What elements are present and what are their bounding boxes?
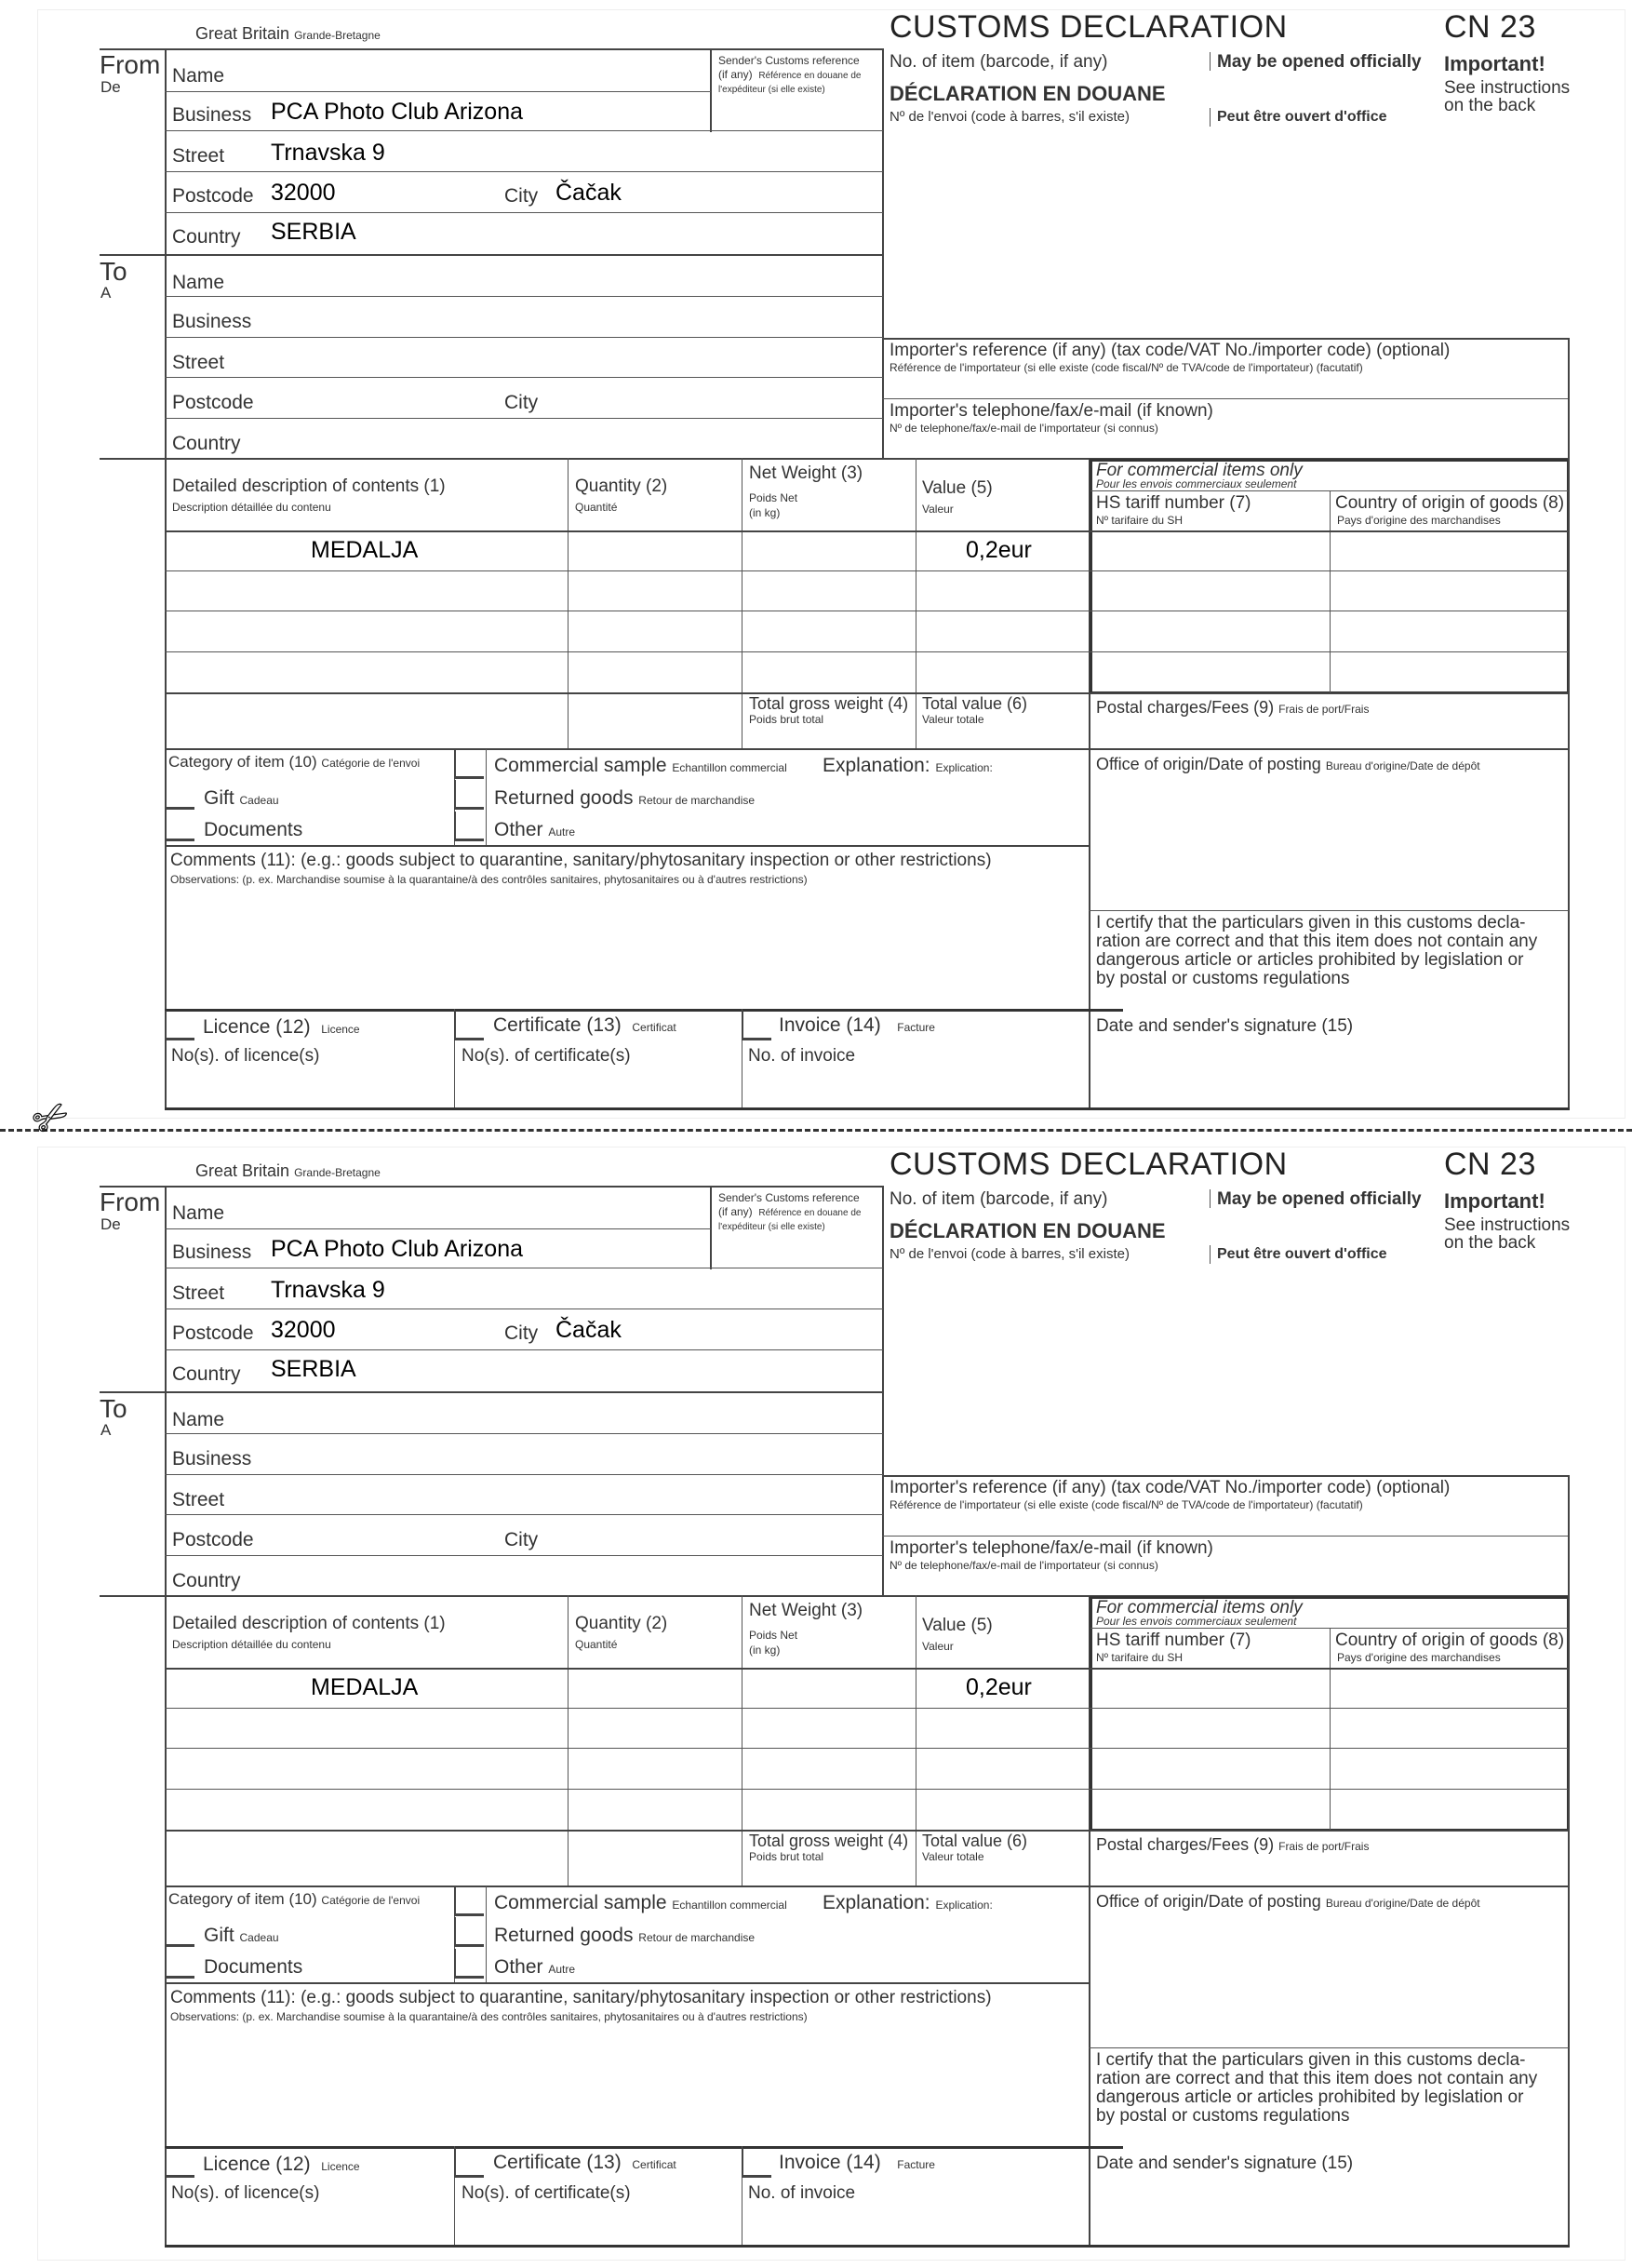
grid-line (1210, 52, 1211, 71)
origin-col-header: Country of origin of goods (8) (1335, 493, 1565, 513)
to-business-label: Business (172, 311, 252, 332)
weight-col-header-fr: Poids Net (749, 491, 798, 504)
grid-line (1090, 1596, 1092, 1831)
may-open-label-fr: Peut être ouvert d'office (1217, 1246, 1387, 1262)
licence-label: Licence (12) Licence (203, 2154, 360, 2175)
from-label-fr: De (100, 1215, 121, 1233)
licence-no-field[interactable]: No(s). of licence(s) (171, 2183, 320, 2203)
grid-line (165, 1107, 1570, 1110)
customs-declaration-copy-1 (0, 0, 1632, 1117)
gift-label: Gift Cadeau (204, 1925, 279, 1946)
other-label: Other Autre (494, 819, 576, 840)
from-name-label: Name (172, 1202, 225, 1224)
from-street-field[interactable]: Trnavska 9 (271, 1277, 385, 1303)
total-value-label-fr: Valeur totale (922, 1850, 984, 1863)
comments-label-fr: Observations: (p. ex. Marchandise soumise à la quarantaine/à des contrôles sanitaires, phytosanitaires ou à d'autres restrictions) (170, 873, 808, 886)
certificate-no-field[interactable]: No(s). of certificate(s) (462, 2183, 631, 2203)
from-business-label: Business (172, 104, 252, 126)
desc-col-header-fr: Description détaillée du contenu (172, 501, 331, 514)
grid-line (165, 530, 1568, 532)
form-title: CUSTOMS DECLARATION (890, 9, 1288, 45)
from-city-label: City (504, 185, 539, 207)
importer-tel-label: Importer's telephone/fax/e-mail (if known) (890, 401, 1213, 421)
office-origin-label: Office of origin/Date of posting Bureau d'origine/Date de dépôt (1096, 755, 1480, 773)
grid-line (165, 337, 883, 338)
grid-line (1568, 458, 1570, 1109)
country-header: Great Britain Grande-Bretagne (195, 24, 381, 43)
to-label-fr: A (100, 284, 112, 302)
comments-label: Comments (11): (e.g.: goods subject to quarantine, sanitary/phytosanitary inspection or other restrictions) (170, 1988, 992, 2007)
grid-line (165, 418, 883, 419)
to-business-label: Business (172, 1448, 252, 1470)
weight-unit: (in kg) (749, 1644, 781, 1657)
title-fr: DÉCLARATION EN DOUANE (890, 1219, 1166, 1242)
invoice-label: Invoice (14) Facture (779, 1014, 935, 1036)
to-postcode-label: Postcode (172, 392, 254, 413)
other-checkbox[interactable] (454, 812, 484, 841)
importer-ref-label-fr: Référence de l'importateur (si elle existe (code fiscal/Nº de TVA/code de l'importateur) (facutatif) (890, 1498, 1363, 1511)
explanation-label: Explanation: Explication: (823, 755, 993, 776)
may-open-label: May be opened officially (1217, 52, 1422, 72)
to-country-label: Country (172, 1570, 241, 1591)
invoice-label: Invoice (14) Facture (779, 2152, 935, 2173)
invoice-no-field[interactable]: No. of invoice (748, 1046, 856, 1066)
grid-line (486, 749, 487, 847)
instructions-label: See instructions (1444, 1215, 1571, 1235)
grid-line (100, 254, 884, 256)
from-postcode-field[interactable]: 32000 (271, 1317, 336, 1343)
signature-field[interactable]: Date and sender's signature (15) (1096, 1016, 1354, 1036)
country-header: Great Britain Grande-Bretagne (195, 1161, 381, 1180)
to-postcode-label: Postcode (172, 1529, 254, 1550)
grid-line (1090, 459, 1092, 693)
grid-line (1330, 490, 1331, 692)
grid-line (882, 338, 1569, 340)
importer-tel-label-fr: Nº de telephone/fax/e-mail de l'importateur (si connus) (890, 422, 1158, 435)
importer-ref-label: Importer's reference (if any) (tax code/VAT No./importer code) (optional) (890, 1478, 1451, 1497)
instructions-label: See instructions (1444, 78, 1571, 98)
total-value-label: Total value (6) (922, 1832, 1028, 1850)
to-name-label: Name (172, 272, 225, 293)
certify-text: I certify that the particulars given in this customs decla- ration are correct and that this item does not contain any dangerous article or articles prohibited by legislation or by postal or customs regulations (1096, 913, 1538, 988)
instructions-label-2: on the back (1444, 1233, 1536, 1253)
grid-line (100, 1391, 884, 1393)
grid-line (1089, 2047, 1569, 2048)
to-street-label: Street (172, 352, 225, 373)
grid-line (882, 1475, 1569, 1477)
hs-col-header: HS tariff number (7) (1096, 493, 1251, 513)
grid-line (486, 1886, 487, 1984)
to-city-label: City (504, 392, 539, 413)
form-code: CN 23 (1444, 1147, 1536, 1182)
grid-line (568, 458, 569, 749)
importer-ref-label: Importer's reference (if any) (tax code/VAT No./importer code) (optional) (890, 341, 1451, 360)
returned-goods-checkbox[interactable] (454, 1917, 484, 1947)
customs-declaration-copy-2 (0, 1137, 1632, 2254)
important-label: Important! (1444, 1189, 1545, 1213)
may-open-label-fr: Peut être ouvert d'office (1217, 109, 1387, 125)
from-label-fr: De (100, 78, 121, 96)
postal-charges-label: Postal charges/Fees (9) Frais de port/Frais (1096, 698, 1370, 717)
grid-line (165, 570, 1568, 571)
total-weight-label-fr: Poids brut total (749, 713, 824, 726)
weight-col-header: Net Weight (3) (749, 1601, 863, 1620)
grid-line (165, 748, 1568, 750)
grid-line (165, 1708, 1568, 1709)
commercial-only-label: For commercial items only (1096, 461, 1303, 480)
commercial-sample-checkbox[interactable] (454, 1886, 484, 1916)
other-label: Other Autre (494, 1956, 576, 1978)
commercial-only-label-fr: Pour les envois commerciaux seulement (1096, 1615, 1297, 1628)
qty-col-header: Quantity (2) (575, 1614, 668, 1633)
grid-line (165, 1349, 883, 1350)
explanation-label: Explanation: Explication: (823, 1892, 993, 1913)
value-col-header-fr: Valeur (922, 1640, 954, 1653)
documents-label: Documents (204, 819, 303, 840)
sender-ref-label: Sender's Customs reference (if any) Référence en douane de l'expéditeur (si elle existe) (718, 1191, 862, 1232)
grid-line (1568, 1475, 1570, 1596)
from-street-label: Street (172, 145, 225, 167)
value-col-header: Value (5) (922, 1616, 993, 1635)
to-name-label: Name (172, 1409, 225, 1430)
grid-line (882, 48, 884, 458)
grid-line (165, 1886, 1568, 1887)
commercial-sample-checkbox[interactable] (454, 749, 484, 779)
licence-no-field[interactable]: No(s). of licence(s) (171, 1046, 320, 1066)
grid-line (165, 1668, 1568, 1670)
from-postcode-field[interactable]: 32000 (271, 180, 336, 206)
to-label: To (100, 1394, 127, 1423)
hs-col-header-fr: Nº tarifaire du SH (1096, 514, 1184, 527)
certificate-no-field[interactable]: No(s). of certificate(s) (462, 1046, 631, 1066)
documents-checkbox[interactable] (165, 1949, 194, 1979)
cut-line (0, 1129, 1632, 1132)
from-business-label: Business (172, 1241, 252, 1263)
total-value-label: Total value (6) (922, 694, 1028, 713)
commercial-only-label: For commercial items only (1096, 1598, 1303, 1617)
may-open-label: May be opened officially (1217, 1189, 1422, 1209)
grid-line (165, 296, 883, 297)
grid-line (165, 91, 711, 92)
origin-col-header-fr: Pays d'origine des marchandises (1337, 1651, 1501, 1664)
instructions-label-2: on the back (1444, 96, 1536, 115)
gift-checkbox[interactable] (165, 1917, 194, 1947)
certify-text: I certify that the particulars given in this customs decla- ration are correct and that this item does not contain any dangerous article or articles prohibited by legislation or by postal or customs regulations (1096, 2050, 1538, 2126)
gift-label: Gift Cadeau (204, 787, 279, 809)
item-no-label: No. of item (barcode, if any) (890, 52, 1108, 72)
from-name-label: Name (172, 65, 225, 87)
certificate-checkbox[interactable] (454, 2148, 484, 2178)
grid-line (882, 1186, 884, 1595)
grid-line (568, 1595, 569, 1886)
comments-label: Comments (11): (e.g.: goods subject to quarantine, sanitary/phytosanitary inspection or other restrictions) (170, 851, 992, 870)
scissors-icon: ✄ (24, 1090, 77, 1147)
from-city-field[interactable]: Čačak (555, 180, 622, 206)
comments-label-fr: Observations: (p. ex. Marchandise soumise à la quarantaine/à des contrôles sanitaires, phytosanitaires ou à d'autres restrictions) (170, 2010, 808, 2023)
from-label: From (100, 50, 161, 79)
importer-tel-label-fr: Nº de telephone/fax/e-mail de l'importateur (si connus) (890, 1559, 1158, 1572)
gift-checkbox[interactable] (165, 780, 194, 810)
grid-line (165, 2146, 1123, 2149)
grid-line (165, 377, 883, 378)
importer-tel-label: Importer's telephone/fax/e-mail (if known) (890, 1538, 1213, 1558)
grid-line (165, 130, 883, 131)
licence-label: Licence (12) Licence (203, 1016, 360, 1038)
grid-line (165, 1474, 883, 1475)
from-postcode-label: Postcode (172, 185, 254, 207)
returned-goods-label: Returned goods Retour de marchandise (494, 787, 756, 809)
grid-line (165, 2245, 1570, 2248)
grid-line (165, 1514, 883, 1515)
sender-ref-label: Sender's Customs reference (if any) Référence en douane de l'expéditeur (si elle existe) (718, 54, 862, 95)
grid-line (165, 171, 883, 172)
origin-col-header-fr: Pays d'origine des marchandises (1337, 514, 1501, 527)
grid-line (165, 651, 1568, 652)
commercial-only-label-fr: Pour les envois commerciaux seulement (1096, 477, 1297, 490)
from-country-label: Country (172, 226, 241, 248)
from-postcode-label: Postcode (172, 1322, 254, 1344)
hs-col-header: HS tariff number (7) (1096, 1631, 1251, 1650)
qty-col-header-fr: Quantité (575, 1638, 618, 1651)
from-street-label: Street (172, 1282, 225, 1304)
grid-line (710, 1186, 712, 1269)
total-weight-label: Total gross weight (4) (749, 1832, 909, 1850)
grid-line (710, 48, 712, 132)
row-description[interactable]: MEDALJA (311, 537, 419, 563)
signature-field[interactable]: Date and sender's signature (15) (1096, 2154, 1354, 2173)
documents-label: Documents (204, 1956, 303, 1978)
weight-unit: (in kg) (749, 506, 781, 519)
from-country-label: Country (172, 1363, 241, 1385)
to-street-label: Street (172, 1489, 225, 1510)
total-weight-label: Total gross weight (4) (749, 694, 909, 713)
total-weight-label-fr: Poids brut total (749, 1850, 824, 1863)
grid-line (1210, 108, 1211, 127)
grid-line (882, 398, 1569, 399)
hs-col-header-fr: Nº tarifaire du SH (1096, 1651, 1184, 1664)
grid-line (165, 1228, 711, 1229)
row-value[interactable]: 0,2eur (966, 537, 1032, 563)
to-country-label: Country (172, 433, 241, 454)
documents-checkbox[interactable] (165, 812, 194, 841)
grid-line (165, 1982, 1090, 1984)
certificate-label: Certificate (13) Certificat (493, 2152, 676, 2173)
value-col-header-fr: Valeur (922, 503, 954, 516)
value-col-header: Value (5) (922, 478, 993, 498)
from-city-field[interactable]: Čačak (555, 1317, 622, 1343)
licence-checkbox[interactable] (165, 2148, 194, 2178)
to-city-label: City (504, 1529, 539, 1550)
grid-line (165, 1748, 1568, 1749)
grid-line (165, 1789, 1568, 1790)
grid-line (882, 1536, 1569, 1537)
weight-col-header: Net Weight (3) (749, 463, 863, 483)
desc-col-header: Detailed description of contents (1) (172, 1614, 446, 1633)
office-origin-label: Office of origin/Date of posting Bureau d'origine/Date de dépôt (1096, 1892, 1480, 1911)
grid-line (1568, 338, 1570, 459)
licence-checkbox[interactable] (165, 1011, 194, 1040)
important-label: Important! (1444, 52, 1545, 75)
certificate-checkbox[interactable] (454, 1011, 484, 1040)
grid-line (100, 1186, 884, 1188)
invoice-checkbox[interactable] (742, 2148, 771, 2178)
from-country-field[interactable]: SERBIA (271, 1356, 356, 1382)
grid-line (165, 1308, 883, 1309)
invoice-no-field[interactable]: No. of invoice (748, 2183, 856, 2203)
category-label: Category of item (10) Catégorie de l'envoi (168, 753, 421, 771)
grid-line (165, 845, 1090, 847)
form-title: CUSTOMS DECLARATION (890, 1147, 1288, 1182)
row-description[interactable]: MEDALJA (311, 1674, 419, 1700)
returned-goods-checkbox[interactable] (454, 780, 484, 810)
category-label: Category of item (10) Catégorie de l'envoi (168, 1890, 421, 1908)
commercial-sample-label: Commercial sample Echantillon commercial (494, 755, 787, 776)
to-label: To (100, 257, 127, 286)
grid-line (165, 1555, 883, 1556)
from-street-field[interactable]: Trnavska 9 (271, 140, 385, 166)
other-checkbox[interactable] (454, 1949, 484, 1979)
desc-col-header-fr: Description détaillée du contenu (172, 1638, 331, 1651)
to-label-fr: A (100, 1421, 112, 1439)
item-no-label-fr: Nº de l'envoi (code à barres, s'il existe) (890, 109, 1130, 125)
qty-col-header-fr: Quantité (575, 501, 618, 514)
qty-col-header: Quantity (2) (575, 476, 668, 496)
item-no-label-fr: Nº de l'envoi (code à barres, s'il existe) (890, 1246, 1130, 1262)
from-business-field[interactable]: PCA Photo Club Arizona (271, 1236, 523, 1262)
grid-line (100, 48, 884, 50)
weight-col-header-fr: Poids Net (749, 1629, 798, 1642)
from-city-label: City (504, 1322, 539, 1344)
title-fr: DÉCLARATION EN DOUANE (890, 82, 1166, 105)
from-country-field[interactable]: SERBIA (271, 219, 356, 245)
invoice-checkbox[interactable] (742, 1011, 771, 1040)
form-code: CN 23 (1444, 9, 1536, 45)
desc-col-header: Detailed description of contents (1) (172, 476, 446, 496)
grid-line (1568, 1595, 1570, 2247)
total-value-label-fr: Valeur totale (922, 713, 984, 726)
postal-charges-label: Postal charges/Fees (9) Frais de port/Frais (1096, 1835, 1370, 1854)
importer-ref-label-fr: Référence de l'importateur (si elle existe (code fiscal/Nº de TVA/code de l'importateur) (facutatif) (890, 361, 1363, 374)
grid-line (1210, 1245, 1211, 1264)
commercial-sample-label: Commercial sample Echantillon commercial (494, 1892, 787, 1913)
grid-line (1210, 1189, 1211, 1208)
grid-line (165, 1433, 883, 1434)
origin-col-header: Country of origin of goods (8) (1335, 1631, 1565, 1650)
from-business-field[interactable]: PCA Photo Club Arizona (271, 99, 523, 125)
grid-line (165, 212, 883, 213)
item-no-label: No. of item (barcode, if any) (890, 1189, 1108, 1209)
grid-line (1089, 910, 1569, 911)
grid-line (165, 1009, 1123, 1012)
from-label: From (100, 1188, 161, 1216)
row-value[interactable]: 0,2eur (966, 1674, 1032, 1700)
grid-line (1330, 1628, 1331, 1830)
returned-goods-label: Returned goods Retour de marchandise (494, 1925, 756, 1946)
certificate-label: Certificate (13) Certificat (493, 1014, 676, 1036)
